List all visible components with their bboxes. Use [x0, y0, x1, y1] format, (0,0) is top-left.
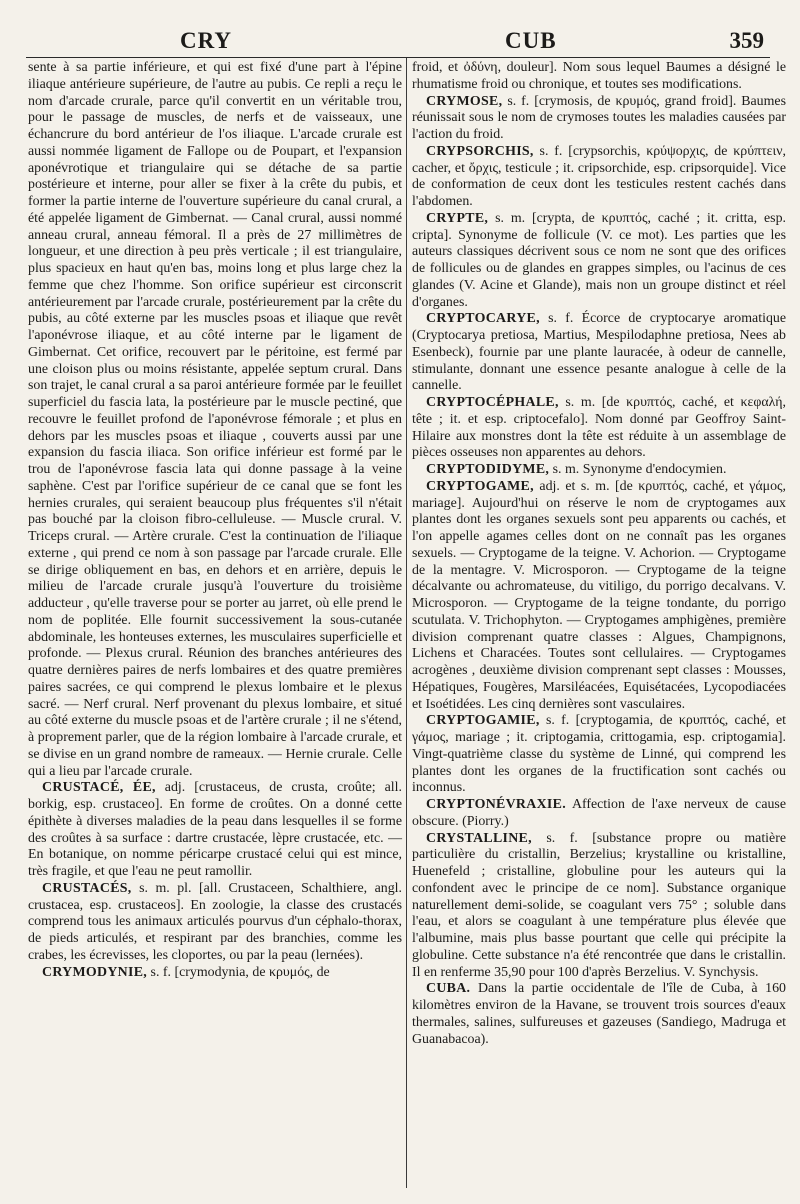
entry-headword: CRYPTOGAME,: [426, 478, 534, 494]
entry-cryptonevraxie: [412, 797, 786, 831]
entry-crypte: [412, 211, 786, 312]
entry-headword: CRYPTE,: [426, 210, 489, 226]
entry-cryptogamie: [412, 713, 786, 797]
continued-entry-text: froid, et ὀδύνη, douleur]. Nom sous lequel Baumes a désigné le rhumatisme froid ou chronique, et toutes ses modifications.: [412, 60, 786, 92]
left-column: [28, 60, 402, 981]
entry-cuba: [412, 981, 786, 1048]
entry-definition: adj. et s. m. [de κρυπτός, caché, et γάμος, mariage]. Aujourd'hui on réserve le nom de cryptogames aux plantes dont les organes sexuels sont peu apparents ou cachés, et l'on appelle agames celles dont on ne connaît pas les organes sexuels. — Cryptogame de la teigne. V. Achorion. — Cryptogame de la mentagre. V. Microsporon. — Cryptogame de la teigne décalvante ou achromateuse, du vitiligo, du porrigo decalvans. V. Microsporon. — Cryptogame de la teigne tondante, du porrigo scutulata. V. Trichophyton. — Cryptogames amphigènes, première division comprenant quatre classes : Algues, Champignons, Lichens et Characées. Toutes sont cellulaires. — Cryptogames acrogènes , deuxième division comprenant sept classes : Mousses, Hépatiques, Fougères, Marsiléacées, Equisétacées, Lycopodiacées et Isoétidées. Les cinq dernières sont vasculaires.: [412, 478, 786, 712]
entry-headword: CRYMOSE,: [426, 93, 503, 109]
entry-crustace: [28, 780, 402, 881]
entry-definition: s. f. [crymosis, de κρυμός, grand froid]. Baumes réunissait sous le nom de crymoses toutes les maladies causées par l'action du froid.: [412, 93, 786, 142]
entry-definition: s. m. [de κρυπτός, caché, et κεφαλή, tête ; it. et esp. criptocefalo]. Nom donné par Geoffroy Saint-Hilaire aux monstres dont la tête est réduite à un assemblage de pièces osseuses non apparentes au dehors.: [412, 395, 786, 461]
header-rule: [26, 57, 770, 58]
entry-crymodynie: [28, 965, 402, 982]
entry-headword: CRYPTOGAMIE,: [426, 713, 540, 729]
entry-crystalline: [412, 831, 786, 982]
entry-cryptocarye: [412, 311, 786, 395]
entry-headword: CRYPTOCARYE,: [426, 311, 540, 327]
entry-headword: CRUSTACÉS,: [42, 880, 132, 896]
entry-definition: adj. [crustaceus, de crusta, croûte; all. borkig, esp. crustaceo]. En forme de croûtes. On a donné cette épithète à diverses maladies de la peau dans lesquelles il se forme des croûtes à sa surface : dartre crustacée, lèpre crustacée, etc. — En botanique, on nomme péricarpe crustacé celui qui est mince, très fragile, et que l'eau ne peut ramollir.: [28, 780, 402, 879]
entry-headword: CRYPTONÉVRAXIE.: [426, 797, 566, 812]
entry-headword: CUBA.: [426, 981, 471, 997]
entry-cryptocephale: [412, 395, 786, 462]
entry-crymose: [412, 94, 786, 144]
header-left-guide-word: CRY: [180, 28, 233, 53]
entry-headword: CRYPSORCHIS,: [426, 143, 534, 159]
entry-crypsorchis: [412, 144, 786, 211]
entry-crustaces: [28, 881, 402, 965]
entry-definition: s. f. [cryptogamia, de κρυπτός, caché, et γάμος, mariage ; it. criptogamia, crittogamia, esp. criptogamia]. Vingt-quatrième classe du système de Linné, qui comprend les plantes dont les organes de la fructification sont cachés ou inconnus.: [412, 713, 786, 796]
right-column: [412, 60, 786, 1048]
entry-definition: Dans la partie occidentale de l'île de Cuba, à 160 kilomètres environ de la Havane, se trouvent trois sources d'eaux thermales, salines, sulfureuses et gazeuses (Sandiego, Madruga et Guanabacoa).: [412, 981, 786, 1047]
continued-entry-text: sente à sa partie inférieure, et qui est fixé d'une part à l'épine iliaque antérieure supérieure, de l'autre au pubis. Ce repli a reçu le nom d'arcade crurale, parce qu'il convertit en un véritable trou, pour le passage de muscles, de nerfs et de vaisseaux, une échancrure du bord antérieur de l'os iliaque. L'arcade crurale est aussi nommée ligament de Fallope ou de Poupart, et l'expansion aponévrotique et triangulaire qui se détache de sa partie postérieure et interne, pour aller se fixer à la crête du pubis, et former la partie interne de l'ouverture supérieure du canal crural, a été appelée ligament de Gimbernat. — Canal crural, aussi nommé anneau crural, anneau fémoral. Il a près de 27 millimètres de longueur, et une direction à peu près verticale ; il est triangulaire, plus spacieux en haut qu'en bas, moins long et plus large chez la femme que chez l'homme. Son orifice supérieur est circonscrit antérieurement par l'arcade crurale, postérieurement par la crête du pubis, au côté externe par les muscles psoas et iliaque que revêt l'aponévrose iliaque, et au côté interne par le ligament de Gimbernat. Cet orifice, recouvert par le péritoine, est fermé par une cloison plus ou moins résistante, appelée septum crural. Dans son trajet, le canal crural a sa paroi antérieure formée par le feuillet superficiel du fascia lata, la postérieure par le muscle pectiné, que recouvre le feuillet profond de l'aponévrose fémorale ; et plus en dehors par les muscles psoas et iliaque , couverts aussi par une expansion du fascia iliaca. Son orifice inférieur est formé par le trou de l'aponévrose fascia lata qui donne passage à la veine saphène. C'est par l'orifice supérieur de ce canal que se font les hernies crurales, qui seraient beaucoup plus fréquentes s'il n'était pas bouché par la cloison fibro-celluleuse. — Muscle crural. V. Triceps crural. — Artère crurale. C'est la continuation de l'iliaque externe , qui prend ce nom à son passage par l'arcade crurale. Elle se dirige obliquement en bas, en dehors et en arrière, depuis le milieu de l'arcade crurale jusqu'à l'ouverture du troisième adducteur , qu'elle traverse pour se porter au jarret, où elle prend le nom de poplitée. Elle fournit successivement la sous-cutanée abdominale, les honteuses externes, les musculaires superficielle et profonde. — Plexus crural. Réunion des branches antérieures des quatre dernières paires de nerfs lombaires et des quatre premières paires sacrées, ce qui comprend le plexus lombaire et le plexus sacré. — Nerf crural. Nerf provenant du plexus lombaire, et situé au côté externe du muscle psoas et de l'artère crurale ; il ne s'étend, à proprement parler, que de la région lombaire à l'arcade crurale, et se divise en un grand nombre de rameaux. — Hernie crurale. Celle qui a lieu par l'arcade crurale.: [28, 60, 402, 779]
entry-cryptogame: [412, 479, 786, 714]
entry-definition: s. f. Écorce de cryptocarye aromatique (Cryptocarya pretiosa, Martius, Mespilodaphne pretiosa, Nees ab Esenbeck), fournie par une plante lauracée, à odeur de cannelle, stimulante, donnant une essence pesante analogue à celle de la cannelle.: [412, 311, 786, 394]
entry-headword: CRUSTACÉ, ÉE,: [42, 780, 156, 796]
page-number: 359: [729, 28, 764, 53]
entry-headword: CRYSTALLINE,: [426, 830, 532, 846]
entry-headword: CRYMODYNIE,: [42, 964, 148, 980]
entry-headword: CRYPTODIDYME,: [426, 462, 550, 477]
entry-definition: s. f. [substance propre ou matière particulière du cristallin, Berzelius; krystalline ou kristalline, Huenefeld ; cristalline, globuline pour les auteurs qui la confondent avec le principe de ce nom]. Substance organique naturellement demi-solide, se coagulant vers 75° ; soluble dans l'eau, et alors se coagulant à une température plus élevée que l'albumine, mais plus basse pourtant que celle qui précipite la globuline. Cette substance n'a été rencontrée que dans le cristallin. Il en renferme 35,90 pour 100 d'après Berzelius. V. Synchysis.: [412, 830, 786, 980]
entry-definition: s. m. Synonyme d'endocymien.: [549, 462, 727, 477]
entry-definition: s. m. [crypta, de κρυπτός, caché ; it. critta, esp. cripta]. Synonyme de follicule (V. ce mot). Les parties que les auteurs classiques décrivent sous ce nom ne sont que des orifices de follicules ou de glandes en grappes simples, ou l'acinus de ces glandes (V. Acine et Glande), mais non un groupe distinct et réel d'organes.: [412, 210, 786, 310]
running-header: [0, 28, 800, 58]
column-divider: [406, 58, 407, 1188]
entry-definition: s. f. [crymodynia, de κρυμός, de: [147, 964, 330, 980]
entry-headword: CRYPTOCÉPHALE,: [426, 395, 559, 410]
entry-definition: Affection de l'axe nerveux de cause obscure. (Piorry.): [412, 797, 786, 829]
entry-definition: s. f. [crypsorchis, κρύψορχις, de κρύπτειν, cacher, et ὄρχις, testicule ; it. cripsorchide, esp. cripsorquide]. Vice de conformation de ceux dont les testicules restent cachés dans l'abdomen.: [412, 143, 786, 209]
header-right-guide-word: CUB: [505, 28, 557, 53]
entry-definition: s. m. pl. [all. Crustaceen, Schalthiere, angl. crustacea, esp. crustaceos]. En zoologie, la classe des crustacés comprend tous les animaux articulés pourvus d'un céphalo-thorax, de pieds articulés, et respirant par des branchies, comme les crabes, les écrevisses, les cloportes, ou par la peau (lernées).: [28, 880, 402, 963]
entry-cryptodidyme: [412, 462, 786, 479]
